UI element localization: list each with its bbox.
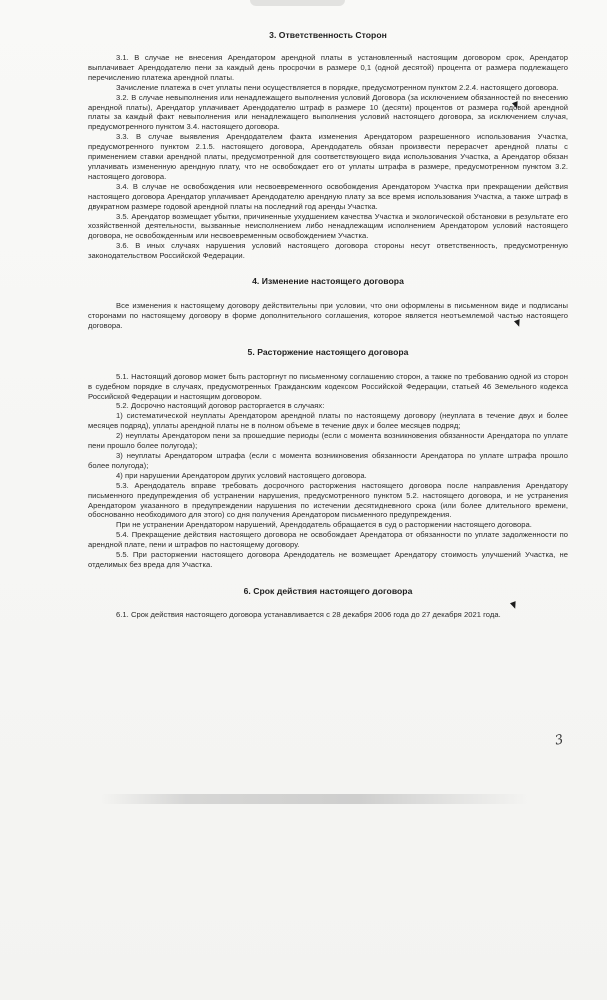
section-amendment	[88, 276, 568, 331]
section-3-title: 3. Ответственность Сторон	[269, 30, 387, 40]
section-responsibility	[88, 30, 568, 261]
pen-mark	[515, 320, 522, 327]
clause-3-1-note: Зачисление платежа в счет уплаты пени осуществляется в порядке, предусмотренном пунктом 2.2.4. настоящего договора.	[116, 82, 559, 92]
clause-3-2: 3.2. В случае невыполнения или ненадлежащего выполнения условий Договора (за исключением обязанностей по внесению арендной платы), Арендатор уплачивает Арендодателю штраф в размере 10 (десяти) процентов от размера годовой арендной платы за каждый факт невыполнения или ненадлежащего выполнения условий настоящего договора, за исключением случая, предусмотренного пунктом 3.4. настоящего договора.	[88, 92, 568, 132]
clause-5-4: 5.4. Прекращение действия настоящего договора не освобождает Арендатора от обязанности по уплате задолженности по арендной плате, пени и штрафов по настоящему договору.	[88, 530, 568, 550]
clause-4-1: Все изменения к настоящему договору действительны при условии, что они оформлены в письменном виде и подписаны сторонами по настоящему договору в форме дополнительного соглашения, которое является неотъемлемой частью настоящего договора.	[88, 301, 568, 330]
document-body	[88, 30, 568, 620]
clause-6-1: 6.1. Срок действия настоящего договора устанавливается с 28 декабря 2006 года до 27 декабря 2021 года.	[116, 609, 501, 619]
clause-5-3: 5.3. Арендодатель вправе требовать досрочного расторжения настоящего договора после направления Арендатору письменного предупреждения об устранении нарушения, предусмотренного пунктом 5.2. настоящего договора, и не устранения Арендатором указанного в предупреждении нарушения по истечении десятидневного срока (или более длительного времени, обоснованно необходимого для этого) со дня получения Арендатором письменного предупреждения.	[88, 480, 568, 520]
pen-mark	[511, 602, 518, 609]
clause-5-2-1: 1) систематической неуплаты Арендатором арендной платы по настоящему договору (неуплата в течение двух и более месяцев подряд), уплаты арендной платы не в полном объеме в течение двух и более месяцев подряд;	[88, 411, 568, 431]
clause-3-6: 3.6. В иных случаях нарушения условий настоящего договора стороны несут ответственность, предусмотренную законодательством Российской Федерации.	[88, 241, 568, 261]
section-4-title: 4. Изменение настоящего договора	[252, 276, 404, 287]
clause-5-1: 5.1. Настоящий договор может быть расторгнут по письменному соглашению сторон, а также по требованию одной из сторон в судебном порядке в случаях, предусмотренных Гражданским кодексом Российской Федерации, статьей 46 Земельного кодекса Российской Федерации и настоящим договором.	[88, 371, 568, 401]
clause-5-5: 5.5. При расторжении настоящего договора Арендодатель не возмещает Арендатору стоимость улучшений Участка, не отделимых без вреда для Участка.	[88, 550, 568, 569]
clause-5-2-3: 3) неуплаты Арендатором штрафа (если с момента возникновения обязанности Арендатора по уплате штрафа прошло более полугода);	[88, 451, 568, 470]
clause-3-3: 3.3. В случае выявления Арендодателем факта изменения Арендатором разрешенного использования Участка, предусмотренного пунктом 2.1.5. настоящего договора, Арендодатель обязан произвести перерасчет арендной платы с применением ставки арендной платы, предусмотренной для соответствующего вида использования Участка, а Арендатор обязан уплачивать измененную арендную плату, что не освобождает его от уплаты штрафа в размере, предусмотренном пунктом 3.2. настоящего договора.	[88, 132, 568, 181]
page-number-handwritten: 3	[553, 732, 565, 749]
section-6-title: 6. Срок действия настоящего договора	[243, 585, 413, 596]
section-termination	[88, 347, 568, 570]
clause-3-5: 3.5. Арендатор возмещает убытки, причиненные ухудшением качества Участка и экологической обстановки в результате его хозяйственной деятельности, вызванные неисполнением либо ненадлежащим исполнением Арендатором условий настоящего договора, не освобожденным или несвоевременным освобождением Участка.	[88, 211, 568, 241]
clause-5-2: 5.2. Досрочно настоящий договор расторгается в случаях:	[116, 401, 325, 411]
clause-5-2-2: 2) неуплаты Арендатором пени за прошедшие периоды (если с момента возникновения обязанности Арендатора по уплате пени прошло более полугода);	[88, 431, 568, 451]
clause-3-4: 3.4. В случае не освобождения или несвоевременного освобождения Арендатором Участка при прекращении действия настоящего договора Арендатор уплачивает Арендодателю арендную плату за все время использования Участка, а также штраф в двукратном размере годовой арендной платы на последний год аренды Участка.	[88, 181, 568, 211]
clause-3-1: 3.1. В случае не внесения Арендатором арендной платы в установленный настоящим договором срок, Арендатор выплачивает Арендодателю пени за каждый день просрочки в размере 0,1 (одной десятой) процента от размера подлежащего перечислению платежа арендной платы.	[88, 53, 568, 82]
clause-5-3-note: При не устранении Арендатором нарушений, Арендодатель обращается в суд о расторжении настоящего договора.	[116, 520, 532, 530]
clause-5-2-4: 4) при нарушении Арендатором других условий настоящего договора.	[116, 470, 367, 480]
section-5-title: 5. Расторжение настоящего договора	[247, 346, 409, 357]
section-term	[88, 586, 568, 620]
scan-smudge-top	[250, 0, 345, 6]
pen-mark	[513, 102, 520, 109]
scan-smudge-bottom	[100, 794, 530, 804]
